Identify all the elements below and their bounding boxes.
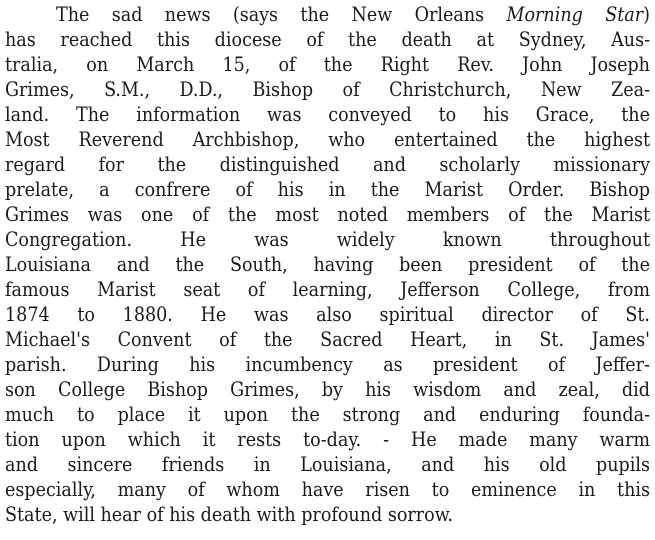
- text-line-16: son College Bishop Grimes, by his wisdom and zeal, did: [5, 379, 650, 401]
- text-line-10: Congregation. He was widely known throughout: [5, 229, 650, 251]
- text-line-19: and sincere friends in Louisiana, and his old pupils: [5, 454, 650, 476]
- text-line-18: tion upon which it rests to-day. - He made many warm: [5, 429, 650, 451]
- text-line-5: land. The information was conveyed to his Grace, the: [5, 104, 650, 126]
- text-line-17: much to place it upon the strong and enduring founda-: [5, 404, 650, 426]
- text-line-6: Most Reverend Archbishop, who entertained the highest: [5, 129, 650, 151]
- text-line-4: Grimes, S.M., D.D., Bishop of Christchurch, New Zea-: [5, 79, 650, 101]
- text-line-21: State, will hear of his death with profound sorrow.: [5, 504, 453, 526]
- newspaper-name: Morning Star: [506, 4, 644, 26]
- text-line-1: [56, 4, 650, 26]
- text-line-15: parish. During his incumbency as president of Jeffer-: [5, 354, 650, 376]
- text-line-20: especially, many of whom have risen to eminence in this: [5, 479, 650, 501]
- text-line-12: famous Marist seat of learning, Jefferson College, from: [5, 279, 650, 301]
- text-line-11: Louisiana and the South, having been president of the: [5, 254, 650, 276]
- text-segment: ): [643, 4, 650, 26]
- text-line-3: tralia, on March 15, of the Right Rev. John Joseph: [5, 54, 650, 76]
- text-segment: The sad news (says the New Orleans: [56, 4, 507, 26]
- text-line-2: has reached this diocese of the death at Sydney, Aus-: [5, 29, 650, 51]
- text-line-8: prelate, a confrere of his in the Marist Order. Bishop: [5, 179, 650, 201]
- text-line-7: regard for the distinguished and scholarly missionary: [5, 154, 650, 176]
- text-line-9: Grimes was one of the most noted members of the Marist: [5, 204, 650, 226]
- text-line-13: 1874 to 1880. He was also spiritual director of St.: [5, 304, 650, 326]
- text-line-14: Michael's Convent of the Sacred Heart, in St. James': [5, 329, 650, 351]
